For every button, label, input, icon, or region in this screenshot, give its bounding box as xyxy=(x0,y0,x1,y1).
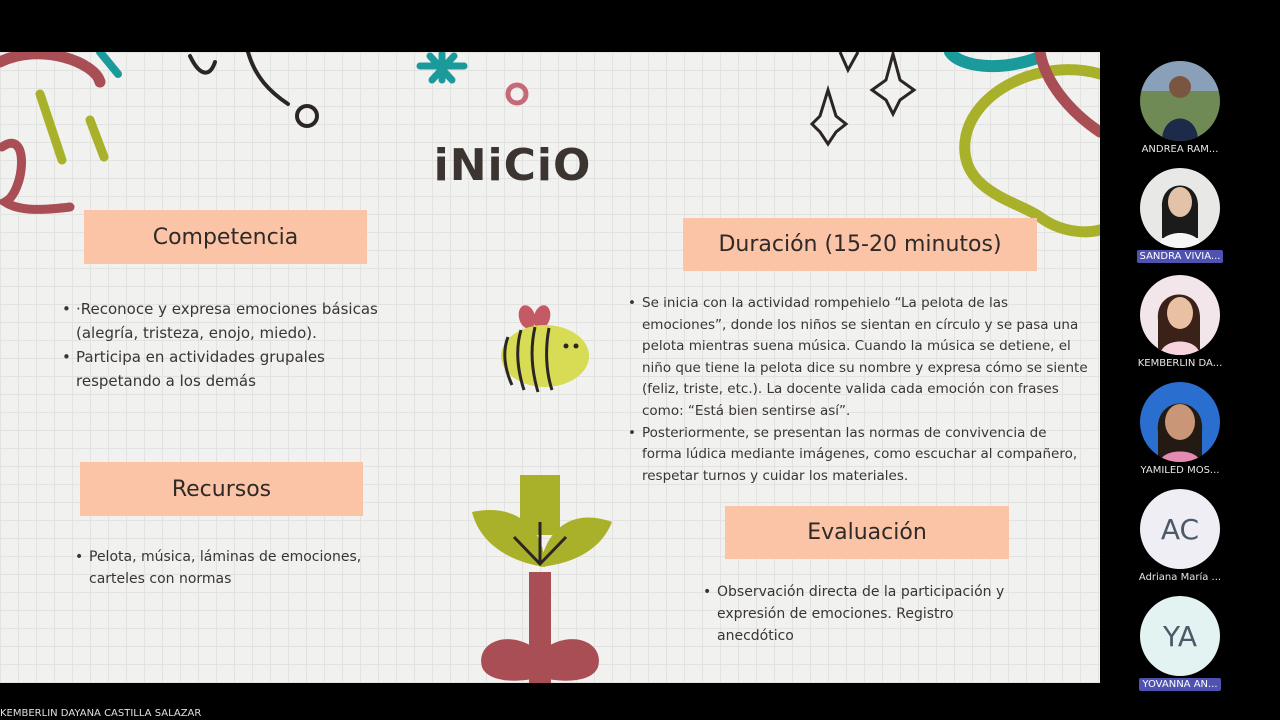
list-item: • Pelota, música, láminas de emociones, carteles con normas xyxy=(75,546,375,590)
evaluacion-heading: Evaluación xyxy=(725,506,1009,559)
shared-slide xyxy=(0,52,1100,683)
avatar xyxy=(1140,275,1220,355)
bee-illustration xyxy=(501,303,589,392)
participant-tile[interactable] xyxy=(1120,484,1240,584)
list-item: • ·Reconoce y expresa emociones básicas (alegría, tristeza, enojo, miedo). xyxy=(62,297,412,345)
avatar xyxy=(1140,382,1220,462)
participant-name: Adriana María ... xyxy=(1138,572,1222,583)
participant-name: YAMILED MOS... xyxy=(1140,465,1220,476)
participant-name: YOVANNA AN... xyxy=(1120,679,1240,690)
slide-title: iNiCiO xyxy=(433,140,592,191)
plant-illustration xyxy=(472,475,612,683)
avatar-initials: YA xyxy=(1140,596,1220,676)
participant-tile[interactable] xyxy=(1120,163,1240,263)
avatar-initials: AC xyxy=(1140,489,1220,569)
list-item: • Participa en actividades grupales respetando a los demás xyxy=(62,345,412,393)
list-item: • Posteriormente, se presentan las normas de convivencia de forma lúdica mediante imágenes, como escuchar al compañero, respetar turnos y cuidar los materiales. xyxy=(628,423,1088,488)
evaluacion-list xyxy=(703,581,1023,647)
participant-name: KEMBERLIN DA... xyxy=(1137,358,1223,369)
participant-name: SANDRA VIVIA... xyxy=(1120,251,1240,262)
presenter-name: KEMBERLIN DAYANA CASTILLA SALAZAR xyxy=(0,708,202,719)
duracion-heading: Duración (15-20 minutos) xyxy=(683,218,1037,271)
avatar xyxy=(1140,61,1220,141)
recursos-heading: Recursos xyxy=(80,462,363,516)
competencia-heading: Competencia xyxy=(84,210,367,264)
participant-tile[interactable] xyxy=(1120,270,1240,370)
participant-tile[interactable] xyxy=(1120,591,1240,691)
participant-tile[interactable] xyxy=(1120,56,1240,156)
recursos-list xyxy=(75,546,375,590)
avatar xyxy=(1140,168,1220,248)
duracion-list xyxy=(628,293,1088,487)
list-item: • Observación directa de la participación y expresión de emociones. Registro anecdótico xyxy=(703,581,1023,647)
participant-tile[interactable] xyxy=(1120,377,1240,477)
participant-name: ANDREA RAM... xyxy=(1141,144,1219,155)
competencia-list xyxy=(62,297,412,393)
list-item: • Se inicia con la actividad rompehielo “La pelota de las emociones”, donde los niños se sientan en círculo y se pasa una pelota mientras suena música. Cuando la música se detiene, el niño que tiene la pelota dice su nombre y expresa cómo se siente (feliz, triste, etc.). La docente valida cada emoción con frases como: “Está bien sentirse así”. xyxy=(628,293,1088,423)
